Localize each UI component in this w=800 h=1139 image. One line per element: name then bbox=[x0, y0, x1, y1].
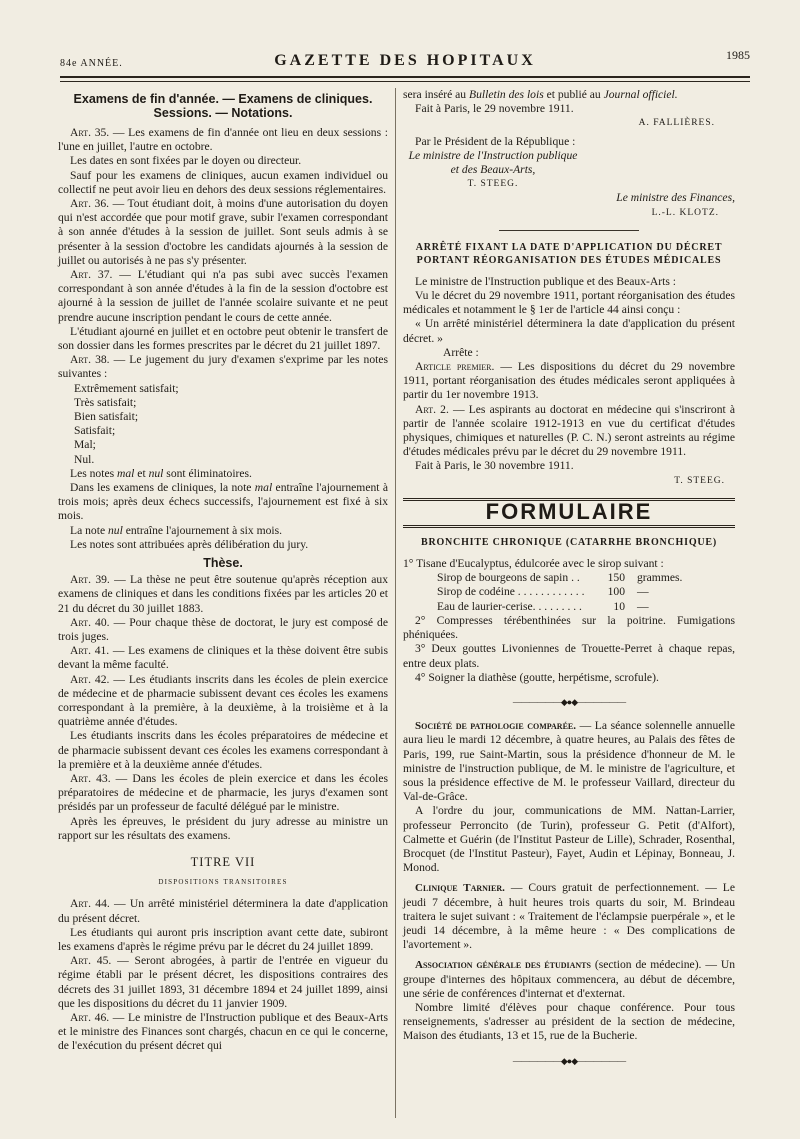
article-2: Art. 2. — Les aspirants au doctorat en médecine qui s'inscriront à partir de l'année scolaire 1912-1913 en vue du certificat d'études physiques, chimiques et naturelles (P. C. N.) seront astreints au régime d'études médicales prévu par le décret du 29 novembre 1911. bbox=[403, 402, 735, 459]
column-separator bbox=[395, 88, 396, 1118]
page-number: 1985 bbox=[726, 48, 750, 62]
article-42: Art. 42. — Les étudiants inscrits dans les écoles de plein exercice de médecine et de pharmacie subissent devant ces écoles les examens correspondant à la première, à la deuxième, à la troisième et à la quatrième année d'études. bbox=[58, 672, 389, 729]
header-rule bbox=[60, 76, 750, 78]
paragraph: L'étudiant ajourné en juillet et en octobre peut obtenir le transfert de son dossier dans les formes prescrites par le décret du 21 juillet 1897. bbox=[58, 324, 388, 353]
signature-steeg: T. STEEG. bbox=[467, 179, 519, 190]
divider bbox=[499, 230, 639, 231]
note-item: Très satisfait; bbox=[74, 395, 137, 409]
article-43: Art. 43. — Dans les écoles de plein exercice et dans les écoles préparatoires de médecine et de pharmacie, les jurys d'examen sont présidés par un professeur de faculté délégué par le ministre. bbox=[58, 771, 388, 814]
paragraph: Les notes sont attribuées après délibération du jury. bbox=[70, 537, 309, 551]
arrete-heading: ARRÊTÉ FIXANT LA DATE D'APPLICATION DU DÉCRET PORTANT RÉORGANISATION DES ÉTUDES MÉDICALES bbox=[415, 241, 723, 266]
signature-steeg: T. STEEG. bbox=[674, 475, 725, 486]
signature-klotz: L.-L. KLOTZ. bbox=[651, 207, 719, 218]
prescription-item: 3° Deux gouttes Livoniennes de Trouette-Perret à chaque repas, entre deux plats. bbox=[403, 642, 735, 670]
article-38: Art. 38. — Le jugement du jury d'examen s'exprime par les notes suivantes : bbox=[58, 353, 388, 381]
header-rule-thin bbox=[60, 81, 750, 82]
paragraph: A l'ordre du jour, communications de MM. Nattan-Larrier, professeur Perroncito (de Turin), professeur G. Petit (d'Alfort), Calmette et Guérin (de l'Institut Pasteur de Lille), Schrader, Rosenthal, Brocquet (de l'Institut Pasteur), Fayet, Audin et Lépinay, Bonneau, J. Monod. bbox=[403, 804, 735, 875]
paragraph: sera inséré au Bulletin des lois et publié au Journal officiel. bbox=[403, 88, 678, 101]
double-rule bbox=[403, 525, 735, 528]
ornament-divider: ——————◆●◆—————— bbox=[512, 696, 626, 707]
paragraph: Après les épreuves, le président du jury adresse au ministre un rapport sur les résultats des examens. bbox=[58, 814, 388, 842]
article-37: Art. 37. — L'étudiant qui n'a pas subi avec succès l'examen correspondant à son année d'études à la fin de la session d'octobre est ajourné à la session de juillet de l'année scolaire suivante et ne peut prendre aucune inscription pendant le cours de cette année. bbox=[58, 268, 388, 324]
note-item: Nul. bbox=[74, 452, 95, 466]
prescription-item: 1° Tisane d'Eucalyptus, édulcorée avec le sirop suivant : bbox=[403, 557, 664, 571]
article-46: Art. 46. — Le ministre de l'Instruction publique et des Beaux-Arts et le ministre des Finances sont chargés, chacun en ce qui le concerne, de l'exécution du présent décret qui bbox=[58, 1010, 388, 1053]
paragraph: Par le Président de la République : bbox=[415, 134, 576, 148]
minister-title: et des Beaux-Arts, bbox=[450, 163, 536, 177]
these-heading: Thèse. bbox=[203, 556, 243, 571]
header-title: GAZETTE DES HOPITAUX bbox=[274, 52, 536, 69]
recipe-row: Eau de laurier-cerise. . . . . . . . . 10 — bbox=[437, 599, 649, 613]
article-45: Art. 45. — Seront abrogées, à partir de l'entrée en vigueur du régime établi par le présent décret, les dispositions contraires des décrets des 31 juillet 1893, 31 décembre 1894 et 24 juillet 1899, ainsi que les dispositions du décret du 11 janvier 1909. bbox=[58, 954, 388, 1010]
paragraph: Le ministre de l'Instruction publique et des Beaux-Arts : bbox=[415, 274, 676, 288]
article-40: Art. 40. — Pour chaque thèse de doctorat, le jury est composé de trois juges. bbox=[58, 615, 388, 643]
dispositions-heading: dispositions transitoires bbox=[158, 876, 288, 888]
note-item: Satisfait; bbox=[74, 424, 116, 438]
note-item: Bien satisfait; bbox=[74, 410, 139, 424]
paragraph: « Un arrêté ministériel déterminera la date d'application du présent décret. » bbox=[403, 317, 735, 345]
arrete-label: Arrête : bbox=[443, 345, 479, 359]
paragraph: Les étudiants inscrits dans les écoles préparatoires de médecine et de pharmacie subissent devant ces écoles les examens correspondant à la première et à la deuxième année d'études. bbox=[58, 729, 388, 771]
section-heading: Examens de fin d'année. — Examens de cliniques. Sessions. — Notations. bbox=[73, 92, 373, 120]
page-header bbox=[60, 48, 750, 74]
note-item: Mal; bbox=[74, 438, 96, 452]
article-premier: Article premier. — Les dispositions du décret du 29 novembre 1911, portant réorganisation des études médicales seront appliquées à partir du 1er novembre 1913. bbox=[403, 360, 735, 402]
left-column bbox=[58, 88, 388, 1054]
article-35: Art. 35. — Les examens de fin d'année ont lieu en deux sessions : l'une en juillet, l'autre en octobre. bbox=[58, 126, 389, 154]
right-column bbox=[403, 88, 735, 1078]
paragraph: Sauf pour les examens de cliniques, aucun examen individuel ou collectif ne peut avoir lieu en dehors des deux sessions réglementaires. bbox=[58, 168, 388, 196]
news-item: Clinique Tarnier. — Cours gratuit de perfectionnement. — Le jeudi 7 décembre, à huit heures trois quarts du soir, M. Brindeau traitera le sujet suivant : « Traitement de l'éclampsie puerpérale », et le jeudi 14 décembre, à la même heure : « Des complications de l'avortement ». bbox=[403, 881, 735, 952]
news-item: Société de pathologie comparée. — La séance solennelle annuelle aura lieu le mardi 12 décembre, à quatre heures, au Palais des fêtes de Paris, 199, rue Saint-Martin, sous la présidence d'honneur de M. le ministre de l'instruction publique, de M. le ministre de l'agriculture, et sous la présidence effective de M. le professeur Vaillard, directeur du Val-de-Grâce. bbox=[403, 719, 735, 804]
paragraph: Fait à Paris, le 30 novembre 1911. bbox=[415, 459, 574, 473]
titre-heading: TITRE VII bbox=[190, 854, 256, 869]
note-item: Extrêmement satisfait; bbox=[74, 381, 179, 395]
prescription-item: 4° Soigner la diathèse (goutte, herpétisme, scrofule). bbox=[415, 670, 659, 684]
signature-block bbox=[403, 135, 735, 220]
ornament-divider: ——————◆●◆—————— bbox=[512, 1055, 626, 1066]
recipe-row: Sirop de bourgeons de sapin . . 150 grammes. bbox=[437, 571, 683, 585]
article-39: Art. 39. — La thèse ne peut être soutenue qu'après réception aux examens de cliniques et dans les conditions fixées par les articles 20 et 21 du décret du 30 juillet 1883. bbox=[58, 573, 388, 615]
recipe-row: Sirop de codéine . . . . . . . . . . . . 100 — bbox=[437, 585, 649, 599]
paragraph: La note nul entraîne l'ajournement à six mois. bbox=[70, 523, 283, 537]
formulaire-heading: FORMULAIRE bbox=[485, 498, 653, 524]
paragraph: Les étudiants qui auront pris inscription avant cette date, subiront les examens d'après le régime prévu par le décret du 24 juillet 1899. bbox=[58, 925, 388, 953]
header-year: 84e ANNÉE. bbox=[60, 58, 123, 69]
paragraph: Les dates en sont fixées par le doyen ou directeur. bbox=[70, 154, 302, 168]
minister-title: Le ministre des Finances, bbox=[616, 191, 735, 205]
paragraph: Les notes mal et nul sont éliminatoires. bbox=[70, 466, 252, 480]
minister-title: Le ministre de l'Instruction publique bbox=[408, 148, 578, 162]
signature-fallieres: A. FALLIÈRES. bbox=[638, 118, 715, 129]
article-44: Art. 44. — Un arrêté ministériel déterminera la date d'application du présent décret. bbox=[58, 897, 388, 925]
bronchite-heading: BRONCHITE CHRONIQUE (CATARRHE BRONCHIQUE) bbox=[420, 537, 718, 549]
article-41: Art. 41. — Les examens de cliniques et la thèse doivent être subis devant la même faculté. bbox=[58, 644, 389, 672]
news-item: Association générale des étudiants (section de médecine). — Un groupe d'internes des hôpitaux commencera, au début de décembre, une série de conférences d'internat et d'externat. bbox=[403, 958, 736, 1000]
article-36: Art. 36. — Tout étudiant doit, à moins d'une autorisation du doyen qui n'est accordée que pour motif grave, subir l'examen correspondant à son année d'études à la session de juillet. Sont seuls admis à se présenter à la session d'octobre les candidats ajournés à la session de juillet ou autorisés à ne pas s'y présenter. bbox=[58, 197, 389, 267]
paragraph: Nombre limité d'élèves pour chaque conférence. Pour tous renseignements, s'adresser au président de la section de médecine, Maison des étudiants, 13 et 15, rue de la Bucherie. bbox=[403, 1000, 735, 1043]
prescription-item: 2° Compresses térébenthinées sur la poitrine. Fumigations phéniquées. bbox=[403, 613, 735, 642]
paragraph: Fait à Paris, le 29 novembre 1911. bbox=[415, 102, 574, 116]
paragraph: Dans les examens de cliniques, la note mal entraîne l'ajournement à trois mois; après deux échecs successifs, l'ajournement est fixé à six mois. bbox=[58, 481, 388, 523]
paragraph: Vu le décret du 29 novembre 1911, portant réorganisation des études médicales et notamment le § 1er de l'article 44 ainsi conçu : bbox=[403, 289, 735, 317]
